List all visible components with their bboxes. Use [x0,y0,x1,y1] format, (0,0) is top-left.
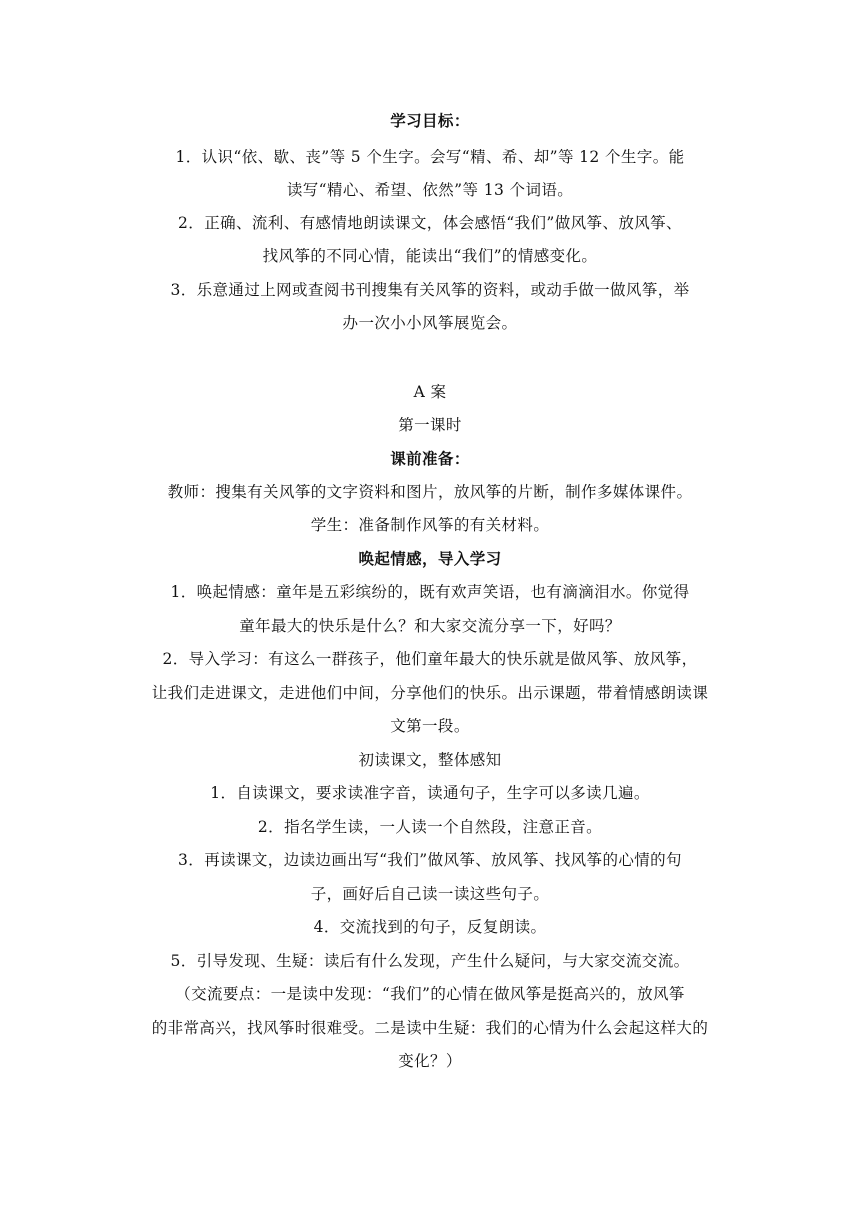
section1-line-2: 童年最大的快乐是什么？和大家交流分享一下，好吗？ [239,617,621,635]
section1-line-1: 1．唤起情感：童年是五彩缤纷的，既有欢声笑语，也有滴滴泪水。你觉得 [170,583,690,601]
goal-line-1: 1．认识“依、歇、丧”等 5 个生字。会写“精、希、却”等 12 个生字。能 [175,148,685,166]
section2-line-4: 子，画好后自己读一读这些句子。 [310,885,550,903]
section2-line-9: 变化？） [398,1052,462,1070]
section2-line-3: 3．再读课文，边读边画出写“我们”做风筝、放风筝、找风筝的心情的句 [178,851,682,869]
section2-line-5: 4．交流找到的句子，反复朗读。 [313,918,547,936]
prep-heading: 课前准备： [390,450,470,468]
goal-line-5: 3．乐意通过上网或查阅书刊搜集有关风筝的资料，或动手做一做风筝，举 [170,281,690,299]
section1-heading: 唤起情感，导入学习 [358,550,502,568]
plan-title: A 案 [413,383,447,401]
section2-line-6: 5．引导发现、生疑：读后有什么发现，产生什么疑问，与大家交流交流。 [170,952,690,970]
section2-line-1: 1．自读课文，要求读准字音，读通句子，生字可以多读几遍。 [210,784,650,802]
goal-line-4: 找风筝的不同心情，能读出“我们”的情感变化。 [262,247,598,265]
section1-line-3: 2．导入学习：有这么一群孩子，他们童年最大的快乐就是做风筝、放风筝， [162,650,698,668]
section2-line-2: 2．指名学生读，一人读一个自然段，注意正音。 [257,818,603,836]
goal-line-3: 2．正确、流利、有感情地朗读课文，体会感悟“我们”做风筝、放风筝、 [178,214,682,232]
prep-line-student: 学生：准备制作风筝的有关材料。 [310,516,550,534]
lesson-title: 第一课时 [398,416,462,434]
goals-heading: 学习目标： [390,112,470,130]
section1-line-5: 文第一段。 [390,717,470,735]
section1-line-4: 让我们走进课文，走进他们中间，分享他们的快乐。出示课题，带着情感朗读课 [151,684,709,702]
section2-line-7: （交流要点：一是读中发现：“我们”的心情在做风筝是挺高兴的，放风筝 [175,985,685,1003]
goal-line-6: 办一次小小风筝展览会。 [342,314,518,332]
section2-heading: 初读课文，整体感知 [358,751,502,769]
prep-line-teacher: 教师：搜集有关风筝的文字资料和图片，放风筝的片断，制作多媒体课件。 [167,483,693,501]
goal-line-2: 读写“精心、希望、依然”等 13 个词语。 [286,181,574,199]
section2-line-8: 的非常高兴，找风筝时很难受。二是读中生疑：我们的心情为什么会起这样大的 [151,1019,709,1037]
